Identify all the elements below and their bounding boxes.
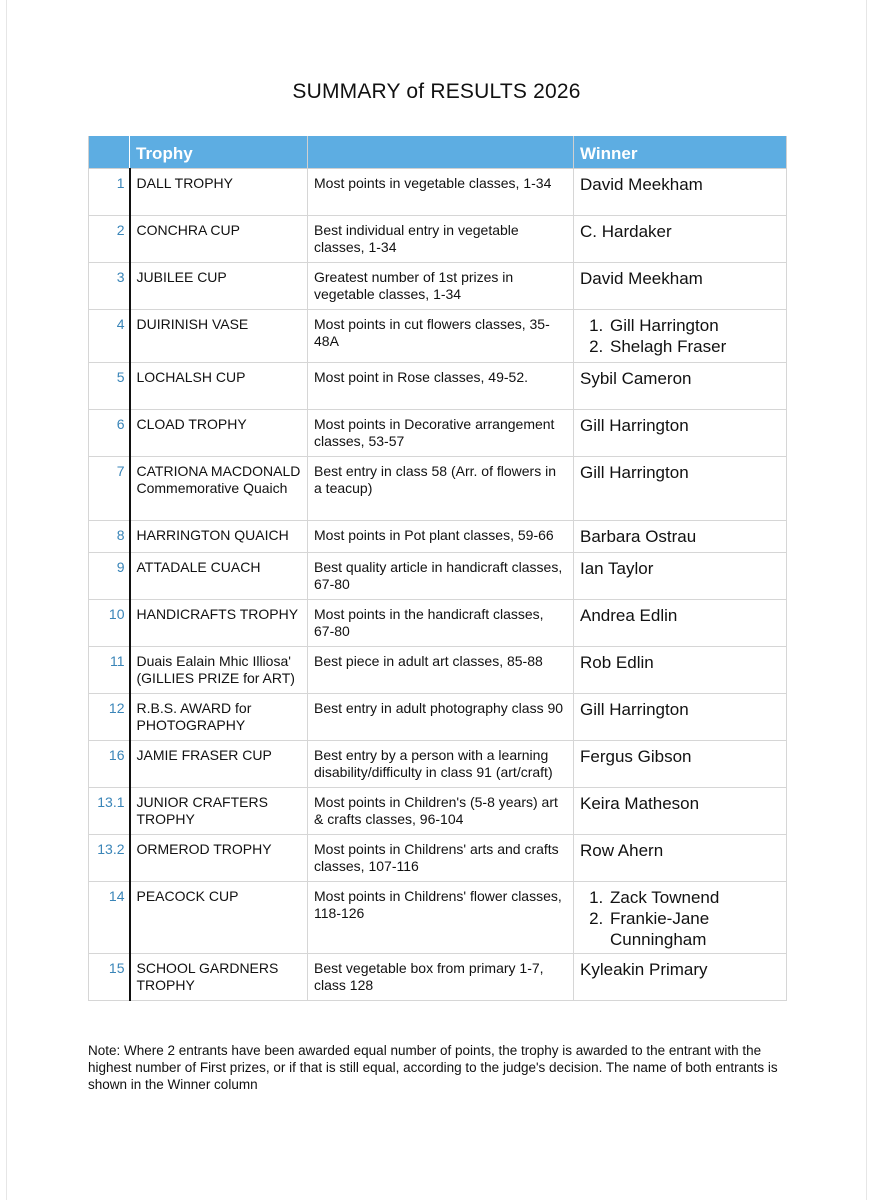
- winner-cell: [574, 834, 787, 881]
- winner-name: Row Ahern: [580, 840, 664, 860]
- winner-cell: [574, 740, 787, 787]
- trophy-description: Most points in Decorative arrangement classes, 53-57: [308, 409, 574, 456]
- table-row: [89, 215, 787, 262]
- row-number: 9: [89, 552, 130, 599]
- page-title: SUMMARY of RESULTS 2026: [292, 80, 581, 103]
- trophy-description: Most points in cut flowers classes, 35-48A: [308, 309, 574, 362]
- winner-cell: [574, 362, 787, 409]
- row-number: 5: [89, 362, 130, 409]
- trophy-description: Most points in the handicraft classes, 67-80: [308, 599, 574, 646]
- table-row: [89, 787, 787, 834]
- row-number: 1: [89, 168, 130, 215]
- winner-name: 1. Gill Harrington: [608, 315, 780, 336]
- trophy-name: Duais Ealain Mhic Illiosa' (GILLIES PRIZE for ART): [130, 646, 308, 693]
- header-winner: Winner: [574, 136, 787, 168]
- trophy-name: SCHOOL GARDNERS TROPHY: [130, 953, 308, 1000]
- winner-name: 1. Zack Townend: [608, 887, 780, 908]
- row-number: 11: [89, 646, 130, 693]
- winner-cell: [574, 262, 787, 309]
- header-description: [308, 136, 574, 168]
- trophy-description: Best individual entry in vegetable classes, 1-34: [308, 215, 574, 262]
- header-trophy: Trophy: [130, 136, 308, 168]
- winner-cell: [574, 552, 787, 599]
- trophy-description: Best entry in class 58 (Arr. of flowers in a teacup): [308, 456, 574, 520]
- table-row: [89, 409, 787, 456]
- winner-name: Gill Harrington: [580, 415, 689, 435]
- row-number: 8: [89, 520, 130, 552]
- winner-name: David Meekham: [580, 268, 703, 288]
- trophy-name: HANDICRAFTS TROPHY: [130, 599, 308, 646]
- footnote: Note: Where 2 entrants have been awarded equal number of points, the trophy is awarded to the entrant with the highest number of First prizes, or if that is still equal, according to the judge's decision. The name of both entrants is shown in the Winner column: [88, 1043, 778, 1092]
- table-row: [89, 262, 787, 309]
- winner-cell: [574, 168, 787, 215]
- winner-cell: [574, 456, 787, 520]
- trophy-name: ORMEROD TROPHY: [130, 834, 308, 881]
- trophy-name: PEACOCK CUP: [130, 881, 308, 953]
- row-number: 15: [89, 953, 130, 1000]
- row-number: 7: [89, 456, 130, 520]
- winner-name: Ian Taylor: [580, 558, 654, 578]
- table-row: [89, 881, 787, 953]
- winner-name: Fergus Gibson: [580, 746, 692, 766]
- trophy-description: Most points in vegetable classes, 1-34: [308, 168, 574, 215]
- winner-cell: [574, 646, 787, 693]
- winner-cell: [574, 520, 787, 552]
- winner-cell: [574, 215, 787, 262]
- winner-name: Kyleakin Primary: [580, 959, 708, 979]
- trophy-name: ATTADALE CUACH: [130, 552, 308, 599]
- row-number: 13.2: [89, 834, 130, 881]
- trophy-description: Most points in Childrens' flower classes, 118-126: [308, 881, 574, 953]
- table-row: [89, 834, 787, 881]
- trophy-name: DUIRINISH VASE: [130, 309, 308, 362]
- table-row: [89, 599, 787, 646]
- table-body: [89, 168, 787, 1000]
- row-number: 16: [89, 740, 130, 787]
- row-number: 10: [89, 599, 130, 646]
- table-header-row: [89, 136, 787, 168]
- header-number: [89, 136, 130, 168]
- winner-name: Barbara Ostrau: [580, 526, 697, 546]
- trophy-description: Most point in Rose classes, 49-52.: [308, 362, 574, 409]
- table-row: [89, 552, 787, 599]
- table-row: [89, 693, 787, 740]
- winner-name: Rob Edlin: [580, 652, 654, 672]
- trophy-name: CATRIONA MACDONALD Commemorative Quaich: [130, 456, 308, 520]
- winner-name: Gill Harrington: [580, 462, 689, 482]
- table-row: [89, 362, 787, 409]
- winner-name: 2. Shelagh Fraser: [608, 336, 780, 357]
- trophy-name: HARRINGTON QUAICH: [130, 520, 308, 552]
- trophy-name: R.B.S. AWARD for PHOTOGRAPHY: [130, 693, 308, 740]
- row-number: 14: [89, 881, 130, 953]
- table-row: [89, 520, 787, 552]
- trophy-name: CONCHRA CUP: [130, 215, 308, 262]
- trophy-name: CLOAD TROPHY: [130, 409, 308, 456]
- trophy-description: Most points in Pot plant classes, 59-66: [308, 520, 574, 552]
- trophy-description: Greatest number of 1st prizes in vegetable classes, 1-34: [308, 262, 574, 309]
- row-number: 6: [89, 409, 130, 456]
- table-row: [89, 953, 787, 1000]
- trophy-description: Best entry in adult photography class 90: [308, 693, 574, 740]
- trophy-description: Most points in Childrens' arts and crafts classes, 107-116: [308, 834, 574, 881]
- trophy-name: JAMIE FRASER CUP: [130, 740, 308, 787]
- results-table: [88, 136, 787, 1001]
- winner-name: C. Hardaker: [580, 221, 672, 241]
- row-number: 2: [89, 215, 130, 262]
- winner-cell: [574, 787, 787, 834]
- winner-cell: [574, 693, 787, 740]
- trophy-description: Most points in Children's (5-8 years) art & crafts classes, 96-104: [308, 787, 574, 834]
- trophy-name: JUNIOR CRAFTERS TROPHY: [130, 787, 308, 834]
- trophy-description: Best quality article in handicraft classes, 67-80: [308, 552, 574, 599]
- table-row: [89, 168, 787, 215]
- row-number: 3: [89, 262, 130, 309]
- row-number: 4: [89, 309, 130, 362]
- row-number: 12: [89, 693, 130, 740]
- trophy-name: LOCHALSH CUP: [130, 362, 308, 409]
- winner-name: Sybil Cameron: [580, 368, 692, 388]
- winners-list: [580, 315, 780, 357]
- winner-cell: [574, 599, 787, 646]
- table-row: [89, 740, 787, 787]
- row-number: 13.1: [89, 787, 130, 834]
- winners-list: [580, 887, 780, 950]
- winner-name: 2. Frankie-Jane Cunningham: [608, 908, 780, 950]
- winner-cell: [574, 953, 787, 1000]
- winner-name: Gill Harrington: [580, 699, 689, 719]
- trophy-description: Best piece in adult art classes, 85-88: [308, 646, 574, 693]
- table-row: [89, 456, 787, 520]
- winner-cell: [574, 409, 787, 456]
- trophy-name: DALL TROPHY: [130, 168, 308, 215]
- trophy-description: Best entry by a person with a learning disability/difficulty in class 91 (art/craft): [308, 740, 574, 787]
- winner-cell: [574, 881, 787, 953]
- winner-cell: [574, 309, 787, 362]
- winner-name: Andrea Edlin: [580, 605, 678, 625]
- table-row: [89, 646, 787, 693]
- trophy-description: Best vegetable box from primary 1-7, class 128: [308, 953, 574, 1000]
- table-row: [89, 309, 787, 362]
- winner-name: David Meekham: [580, 174, 703, 194]
- winner-name: Keira Matheson: [580, 793, 700, 813]
- trophy-name: JUBILEE CUP: [130, 262, 308, 309]
